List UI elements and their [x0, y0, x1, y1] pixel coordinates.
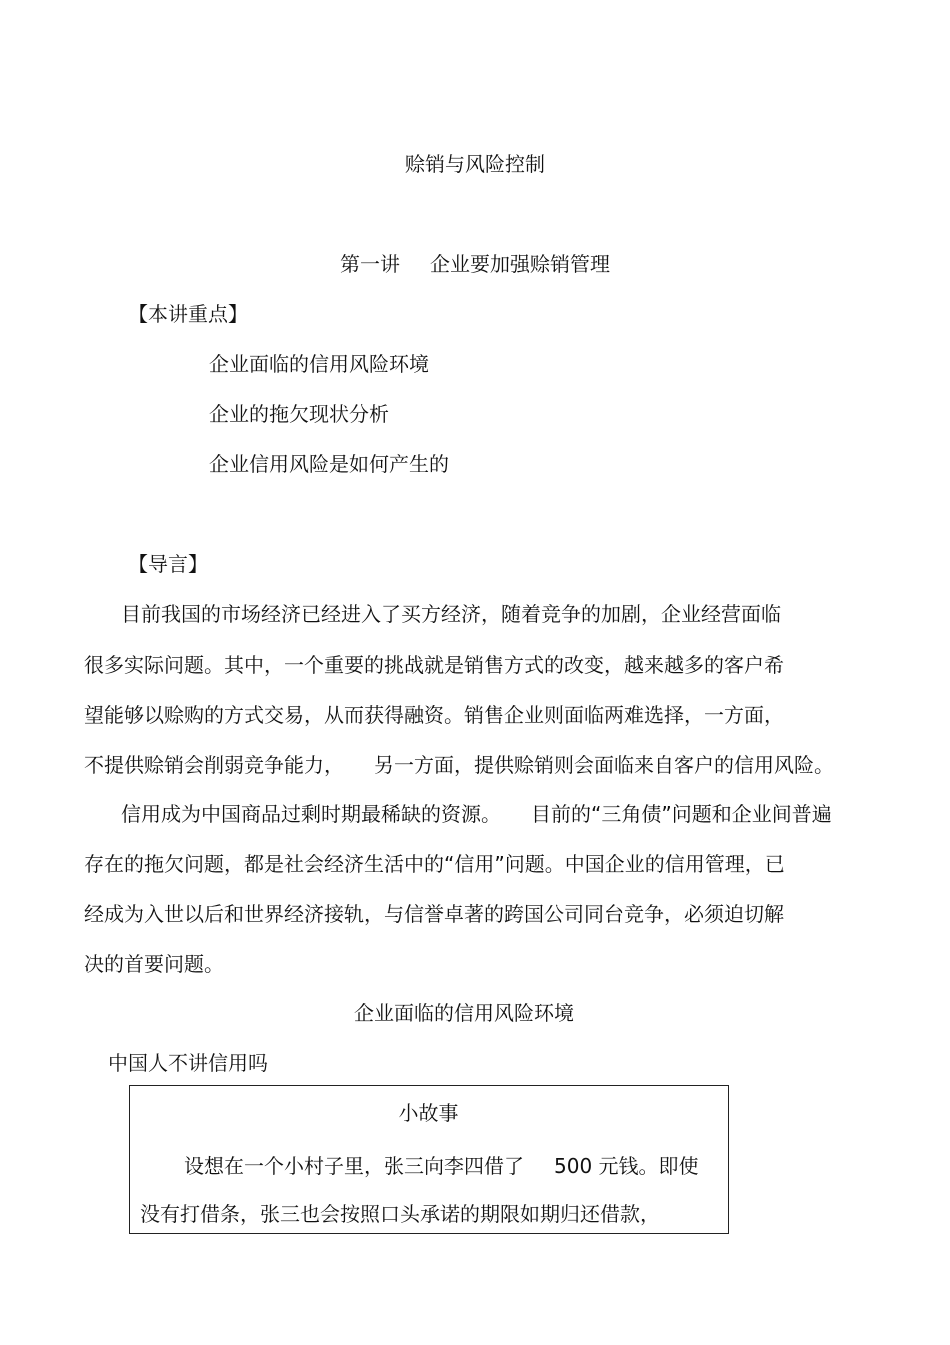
intro-line-part: 目前的“三角债”问题和企业间普遍 — [531, 802, 832, 826]
intro-paragraph-line — [84, 751, 834, 779]
story-line — [184, 1152, 699, 1180]
intro-line-part: 不提供赊销会削弱竞争能力， — [84, 753, 344, 777]
intro-paragraph-line: 经成为入世以后和世界经济接轨，与信誉卓著的跨国公司同台竞争，必须迫切解 — [84, 902, 784, 926]
key-points-heading: 【本讲重点】 — [128, 302, 248, 326]
section-heading: 企业面临的信用风险环境 — [354, 1001, 574, 1025]
intro-paragraph-line: 目前我国的市场经济已经进入了买方经济，随着竞争的加剧，企业经营面临 — [121, 602, 781, 626]
story-title: 小故事 — [398, 1101, 459, 1125]
intro-paragraph-line: 存在的拖欠问题，都是社会经济生活中的“信用”问题。中国企业的信用管理，已 — [84, 852, 785, 876]
intro-paragraph-line: 望能够以赊购的方式交易，从而获得融资。销售企业则面临两难选择，一方面， — [84, 703, 784, 727]
story-line-part: 设想在一个小村子里，张三向李四借了 — [184, 1154, 524, 1178]
key-point-item: 企业面临的信用风险环境 — [209, 352, 429, 376]
intro-paragraph-line: 很多实际问题。其中，一个重要的挑战就是销售方式的改变，越来越多的客户希 — [84, 653, 784, 677]
lecture-heading — [0, 250, 950, 278]
document-title: 赊销与风险控制 — [405, 152, 545, 176]
story-box — [129, 1085, 729, 1234]
lecture-name: 企业要加强赊销管理 — [430, 252, 610, 276]
intro-heading: 【导言】 — [128, 552, 208, 576]
intro-line-part: 另一方面，提供赊销则会面临来自客户的信用风险。 — [374, 753, 834, 777]
lecture-number: 第一讲 — [340, 252, 400, 276]
key-point-item: 企业信用风险是如何产生的 — [209, 452, 449, 476]
story-line: 没有打借条，张三也会按照口头承诺的期限如期归还借款， — [140, 1202, 660, 1226]
intro-line-part: 信用成为中国商品过剩时期最稀缺的资源。 — [121, 802, 501, 826]
key-point-item: 企业的拖欠现状分析 — [209, 402, 389, 426]
intro-paragraph-line: 决的首要问题。 — [84, 952, 224, 976]
story-line-part: 500 元钱。即使 — [554, 1154, 699, 1178]
intro-paragraph-line — [121, 800, 832, 828]
section-subheading: 中国人不讲信用吗 — [108, 1051, 268, 1075]
